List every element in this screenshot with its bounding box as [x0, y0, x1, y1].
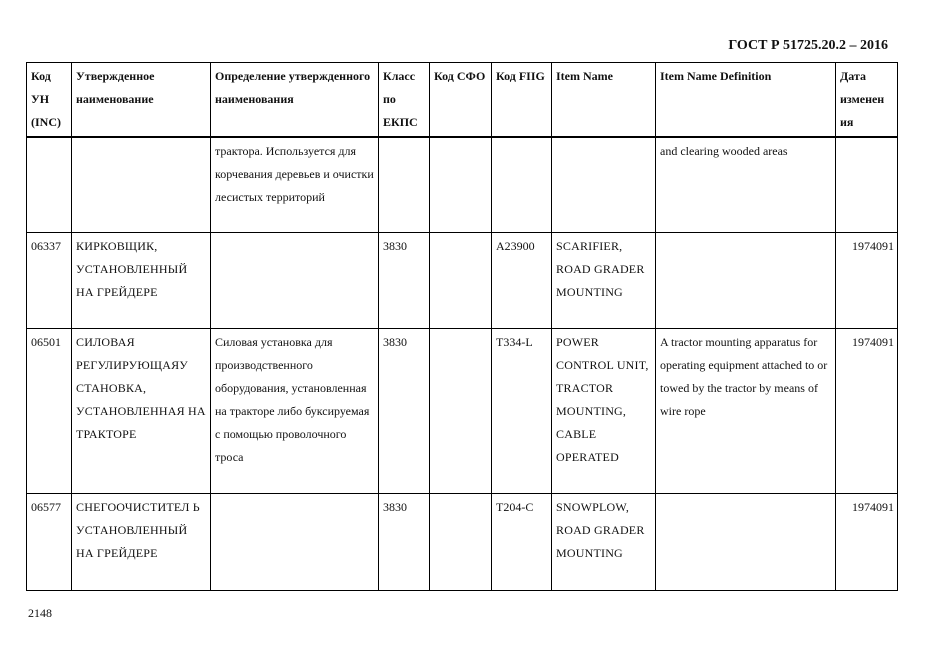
cell-code-fiig: A23900: [492, 232, 552, 328]
cell-inc: 06577: [27, 493, 72, 590]
column-header-code-sfo: Код СФО: [430, 63, 492, 138]
cell-approved-name: КИРКОВЩИК, УСТАНОВЛЕННЫЙ НА ГРЕЙДЕРЕ: [72, 232, 211, 328]
cell-item-name: [552, 137, 656, 232]
column-header-inc: Код УН (INC): [27, 63, 72, 138]
cell-item-name: SNOWPLOW, ROAD GRADER MOUNTING: [552, 493, 656, 590]
catalog-table: [26, 62, 898, 591]
cell-definition: Силовая установка для производственного оборудования, установленная на тракторе либо буксируемая с помощью проволочного троса: [211, 328, 379, 493]
column-header-item-name-definition: Item Name Definition: [656, 63, 836, 138]
cell-code-sfo: [430, 232, 492, 328]
cell-item-name-definition: [656, 493, 836, 590]
page-number: 2148: [28, 606, 52, 620]
cell-change-date: 1974091: [836, 493, 898, 590]
column-header-change-date: Дата изменен ия: [836, 63, 898, 138]
cell-change-date: 1974091: [836, 232, 898, 328]
cell-inc: 06337: [27, 232, 72, 328]
column-header-code-fiig: Код FIIG: [492, 63, 552, 138]
cell-change-date: 1974091: [836, 328, 898, 493]
cell-code-sfo: [430, 137, 492, 232]
cell-code-fiig: T204-C: [492, 493, 552, 590]
cell-code-fiig: [492, 137, 552, 232]
cell-code-sfo: [430, 493, 492, 590]
cell-inc: [27, 137, 72, 232]
cell-definition: [211, 493, 379, 590]
cell-code-fiig: T334-L: [492, 328, 552, 493]
document-header: ГОСТ Р 51725.20.2 – 2016: [728, 38, 888, 53]
cell-class-ekps: [379, 137, 430, 232]
cell-approved-name: СНЕГООЧИСТИТЕЛ Ь УСТАНОВЛЕННЫЙ НА ГРЕЙДЕРЕ: [72, 493, 211, 590]
column-header-approved-name: Утвержденное наименование: [72, 63, 211, 138]
cell-class-ekps: 3830: [379, 232, 430, 328]
cell-definition: трактора. Используется для корчевания деревьев и очистки лесистых территорий: [211, 137, 379, 232]
cell-class-ekps: 3830: [379, 493, 430, 590]
cell-item-name: SCARIFIER, ROAD GRADER MOUNTING: [552, 232, 656, 328]
column-header-definition: Определение утвержденного наименования: [211, 63, 379, 138]
table-row: [27, 493, 898, 590]
cell-code-sfo: [430, 328, 492, 493]
cell-inc: 06501: [27, 328, 72, 493]
cell-item-name-definition: and clearing wooded areas: [656, 137, 836, 232]
column-header-item-name: Item Name: [552, 63, 656, 138]
cell-item-name-definition: [656, 232, 836, 328]
cell-item-name: POWER CONTROL UNIT, TRACTOR MOUNTING, CABLE OPERATED: [552, 328, 656, 493]
cell-definition: [211, 232, 379, 328]
table-header-row: [27, 63, 898, 138]
cell-approved-name: [72, 137, 211, 232]
table-row: [27, 232, 898, 328]
cell-change-date: [836, 137, 898, 232]
table-row: [27, 328, 898, 493]
table-row: [27, 137, 898, 232]
cell-approved-name: СИЛОВАЯ РЕГУЛИРУЮЩАЯУ СТАНОВКА, УСТАНОВЛЕННАЯ НА ТРАКТОРЕ: [72, 328, 211, 493]
cell-class-ekps: 3830: [379, 328, 430, 493]
cell-item-name-definition: A tractor mounting apparatus for operating equipment attached to or towed by the tractor by means of wire rope: [656, 328, 836, 493]
column-header-class-ekps: Класс по ЕКПС: [379, 63, 430, 138]
